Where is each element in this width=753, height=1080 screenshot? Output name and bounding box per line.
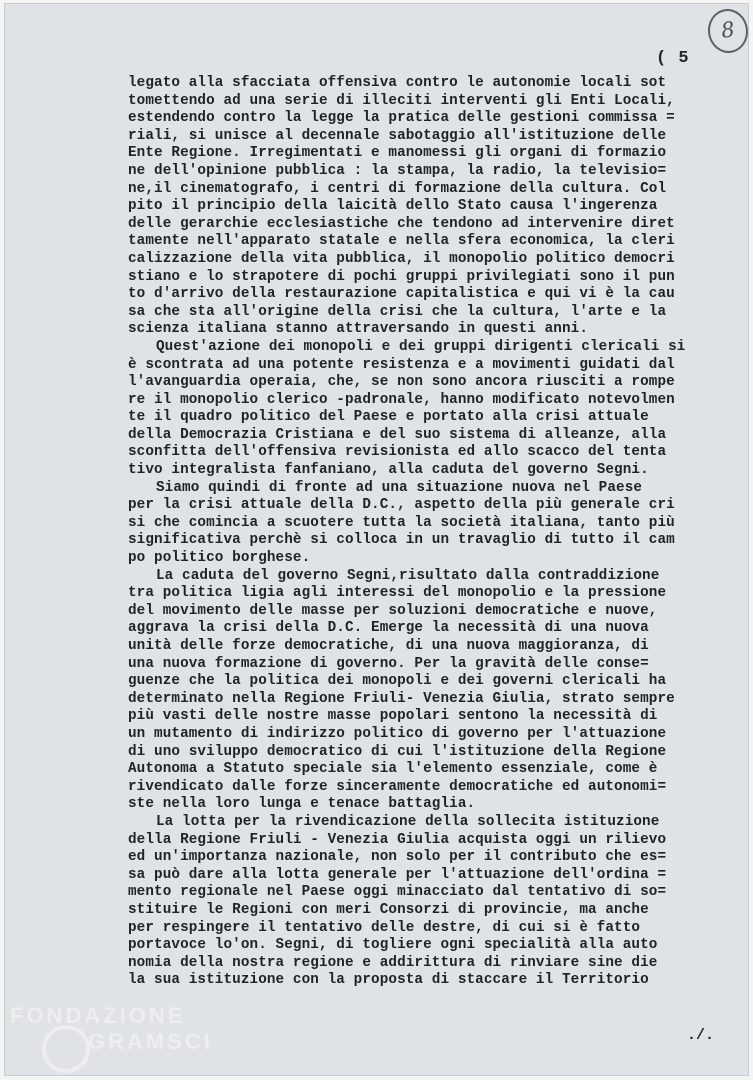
text-line: si che comincia a scuotere tutta la società italiana, tanto più [128,514,675,531]
text-line: Siamo quindi di fronte ad una situazione nuova nel Paese [156,479,643,496]
text-line: tra politica ligia agli interessi del monopolio e la pressione [128,585,667,602]
text-line: un mutamento di indirizzo politico di governo per l'attuazione [128,725,667,742]
text-line: sconfitta dell'offensiva revisionista ed allo scacco del tenta [128,444,667,461]
text-line: tamente nell'apparato statale e nella sfera economica, la cleri [128,233,675,250]
text-line: te il quadro politico del Paese e portato alla crisi attuale [128,409,649,426]
text-line: guenze che la politica dei monopoli e dei governi clericali ha [128,673,667,690]
archive-watermark [10,999,220,1079]
text-line: Quest'azione dei monopoli e dei gruppi dirigenti clericali si [156,338,686,355]
text-line: scienza italiana stanno attraversando in questi anni. [128,321,589,338]
document-page [4,3,749,1076]
paragraph [128,568,728,814]
text-line: stiano e lo strapotere di pochi gruppi privilegiati sono il pun [128,268,675,285]
text-line: tomettendo ad una serie di illeciti interventi gli Enti Locali, [128,92,675,109]
text-line: mento regionale nel Paese oggi minacciato dal tentativo di so= [128,884,667,901]
folio-number: 8 [705,6,751,55]
text-line: rivendicato dalle forze sinceramente democratiche ed autonomi= [128,778,667,795]
page-number: ( 5 [656,49,690,68]
text-line: legato alla sfacciata offensiva contro le autonomie locali sot [128,75,667,91]
text-line: Autonoma a Statuto speciale sia l'elemento essenziale, come è [128,761,658,778]
text-line: di uno sviluppo democratico di cui l'istituzione della Regione [128,743,667,760]
text-line: calizzazione della vita pubblica, il monopolio politico democri [128,250,675,267]
text-line: ed un'importanza nazionale, non solo per il contributo che es= [128,849,667,866]
text-line: della Regione Friuli - Venezia Giulia acquista oggi un rilievo [128,831,667,848]
text-line: nomia della nostra regione e addirittura di rinviare sine die [128,954,658,971]
text-line: estendendo contro la legge la pratica delle gestioni commissa = [128,110,675,127]
typed-body-text [128,75,728,990]
text-line: del movimento delle masse per soluzioni democratiche e nuove, [128,602,658,619]
text-line: tivo integralista fanfaniano, alla caduta del governo Segni. [128,462,649,479]
text-line: riali, si unisce al decennale sabotaggio all'istituzione delle [128,127,667,144]
watermark-ring-icon [42,1025,90,1073]
text-line: ne,il cinematografo, i centri di formazione della cultura. Col [128,180,667,197]
text-line: determinato nella Regione Friuli- Venezia Giulia, strato sempre [128,690,675,707]
text-line: aggrava la crisi della D.C. Emerge la necessità di una nuova [128,620,649,637]
paragraph [128,75,728,339]
text-line: significativa perchè si colloca in un travaglio di tutto il cam [128,532,675,549]
text-line: stituire le Regioni con meri Consorzi di provincie, ma anche [128,901,649,918]
text-line: della Democrazia Cristiana e del suo sistema di alleanze, alla [128,426,667,443]
paragraph [128,480,728,568]
text-line: sa che sta all'origine della crisi che la cultura, l'arte e la [128,303,667,320]
text-line: sa può dare alla lotta generale per l'attuazione dell'ordina = [128,866,667,883]
text-line: per la crisi attuale della D.C., aspetto della più generale cri [128,497,675,514]
text-line: la sua istituzione con la proposta di staccare il Territorio [128,972,649,989]
text-line: ne dell'opinione pubblica : la stampa, la radio, la televisio= [128,162,667,179]
text-line: pito il principio della laicità dello Stato causa l'ingerenza [128,198,658,215]
text-line: La lotta per la rivendicazione della sollecita istituzione [156,813,660,830]
text-line: unità delle forze democratiche, di una nuova maggioranza, di [128,638,649,654]
text-line: per respingere il tentativo delle destre, di cui si è fatto [128,919,641,936]
text-line: una nuova formazione di governo. Per la gravità delle conse= [128,655,649,672]
text-line: delle gerarchie ecclesiastiche che tendono ad intervenire diret [128,215,675,232]
text-line: è scontrata ad una potente resistenza e a movimenti guidati dal [128,356,675,373]
watermark-text-bottom: GRAMSCI [88,1029,213,1054]
watermark-text-top: FONDAZIONE [10,1003,186,1028]
paragraph [128,339,728,480]
text-line: portavoce lo'on. Segni, di togliere ogni specialità alla auto [128,937,658,954]
text-line: ste nella loro lunga e tenace battaglia. [128,796,476,813]
text-line: più vasti delle nostre masse popolari sentono la necessità di [128,708,658,725]
text-line: re il monopolio clerico -padronale, hanno modificato notevolmen [128,391,675,408]
text-line: to d'arrivo della restaurazione capitalistica e qui vi è la cau [128,286,675,303]
text-line: po politico borghese. [128,550,311,567]
paragraph [128,814,728,990]
continuation-mark: ./. [687,1027,715,1044]
text-line: l'avanguardia operaia, che, se non sono ancora riusciti a rompe [128,374,675,391]
text-line: La caduta del governo Segni,risultato dalla contraddizione [156,567,660,584]
text-line: Ente Regione. Irregimentati e manomessi gli organi di formazio [128,145,667,162]
